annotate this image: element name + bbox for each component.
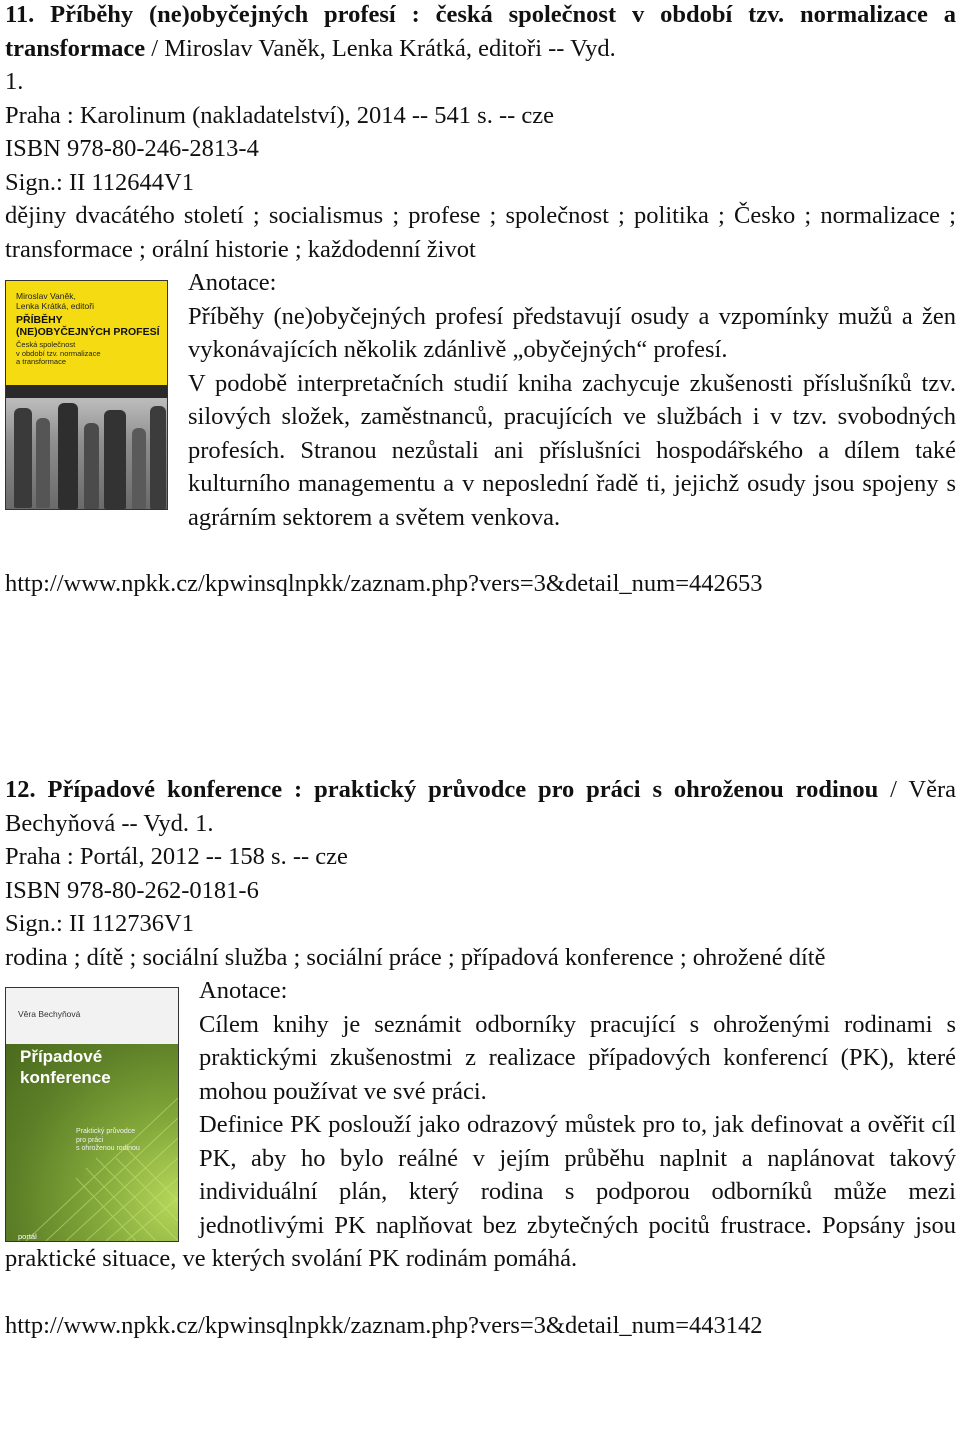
entry-title [5, 0, 956, 65]
catalog-entry [5, 0, 956, 601]
entry-keywords: dějiny dvacátého století ; socialismus ; profese ; společnost ; politika ; Česko ; normalizace ; transformace ; orální historie ; každodenní život [5, 202, 956, 263]
entry-edition: 1. [5, 68, 24, 95]
cover-author: Věra Bechyňová [18, 1009, 81, 1019]
annotation-label: Anotace: [188, 269, 277, 296]
cover-title: Případové konference [20, 1047, 111, 1087]
catalog-entry [5, 773, 956, 1342]
cover-pattern [6, 988, 178, 1241]
entry-keywords: rodina ; dítě ; sociální služba ; sociální práce ; případová konference ; ohrožené dítě [5, 943, 826, 971]
entry-title-sub: normalizace a transformace [5, 1, 956, 62]
annotation-section [5, 974, 956, 1276]
book-cover-image [5, 987, 179, 1242]
annotation-paragraph: V podobě interpretačních studií kniha zachycuje zkušenosti příslušníků tzv. silových složek, zaměstnanců, pracujících ve službách i v tzv. svobodných profesích. Stranou nezůstali ani příslušníci hospodářského a dílem také kulturního managementu a v neposlední řadě ti, jejichž osudy jsou spojeny s agrárním sektorem a světem venkova. [188, 369, 956, 531]
entry-publisher: Praha : Karolinum (nakladatelství), 2014 -- 541 s. -- cze [5, 101, 555, 129]
entry-title [5, 773, 956, 840]
cover-authors: Miroslav Vaněk, Lenka Krátká, editoři [16, 291, 94, 311]
entry-isbn: ISBN 978-80-246-2813-4 [5, 135, 259, 162]
cover-subtitle: Praktický průvodce pro práci s ohroženou rodinou [76, 1128, 140, 1152]
entry-title-main: Příběhy (ne)obyčejných profesí : česká společnost v období tzv. [50, 1, 785, 28]
entry-number: 12. [5, 776, 36, 803]
book-cover-image [5, 280, 168, 510]
entry-isbn: ISBN 978-80-262-0181-6 [5, 876, 259, 904]
annotation-paragraph: Cílem knihy je seznámit odborníky pracující s ohroženými rodinami s praktickými zkušenostmi z realizace případových konferencí (PK), které mohou používat ve své práci. [199, 1010, 956, 1105]
annotation-section [5, 266, 956, 534]
entry-title-sub: rodinou [795, 776, 879, 803]
cover-photo [6, 398, 167, 509]
annotation-paragraph: Příběhy (ne)obyčejných profesí představují osudy a vzpomínky mužů a žen vykonávajících několik zdánlivě „obyčejných“ profesí. [188, 302, 956, 363]
cover-title: PŘÍBĚHY (NE)OBYČEJNÝCH PROFESÍ [16, 314, 160, 338]
entry-responsibility: / Věra Bechyňová -- Vyd. 1. [5, 776, 957, 837]
entry-number: 11. [5, 1, 35, 28]
entry-signature: Sign.: II 112644V1 [5, 168, 194, 196]
entry-title-main: Případové konference : praktický průvodce pro práci s ohroženou [47, 776, 784, 803]
record-link[interactable]: http://www.npkk.cz/kpwinsqlnpkk/zaznam.php?vers=3&detail_num=442653 [5, 570, 763, 597]
record-link[interactable]: http://www.npkk.cz/kpwinsqlnpkk/zaznam.php?vers=3&detail_num=443142 [5, 1311, 763, 1339]
entry-responsibility: / Miroslav Vaněk, Lenka Krátká, editoři -- Vyd. [145, 34, 616, 62]
entry-publisher: Praha : Portál, 2012 -- 158 s. -- cze [5, 843, 348, 870]
entry-signature: Sign.: II 112736V1 [5, 910, 194, 937]
annotation-label: Anotace: [199, 977, 288, 1004]
cover-subtitle: Česká společnost v období tzv. normalizace a transformace [16, 340, 101, 366]
annotation-paragraph: Definice PK poslouží jako odrazový můstek pro to, jak definovat a ověřit cíl PK, aby ho bylo reálné v jejím průběhu naplnit a naplánovat takový individuální plán, který rodina s podporou odborníků může mezi jednotlivými PK naplňovat bez zbytečných pocitů frustrace. Popsány jsou praktické situace, ve kterých svolání PK rodinám pomáhá. [5, 1111, 956, 1272]
publisher-logo: portál [18, 1232, 37, 1241]
